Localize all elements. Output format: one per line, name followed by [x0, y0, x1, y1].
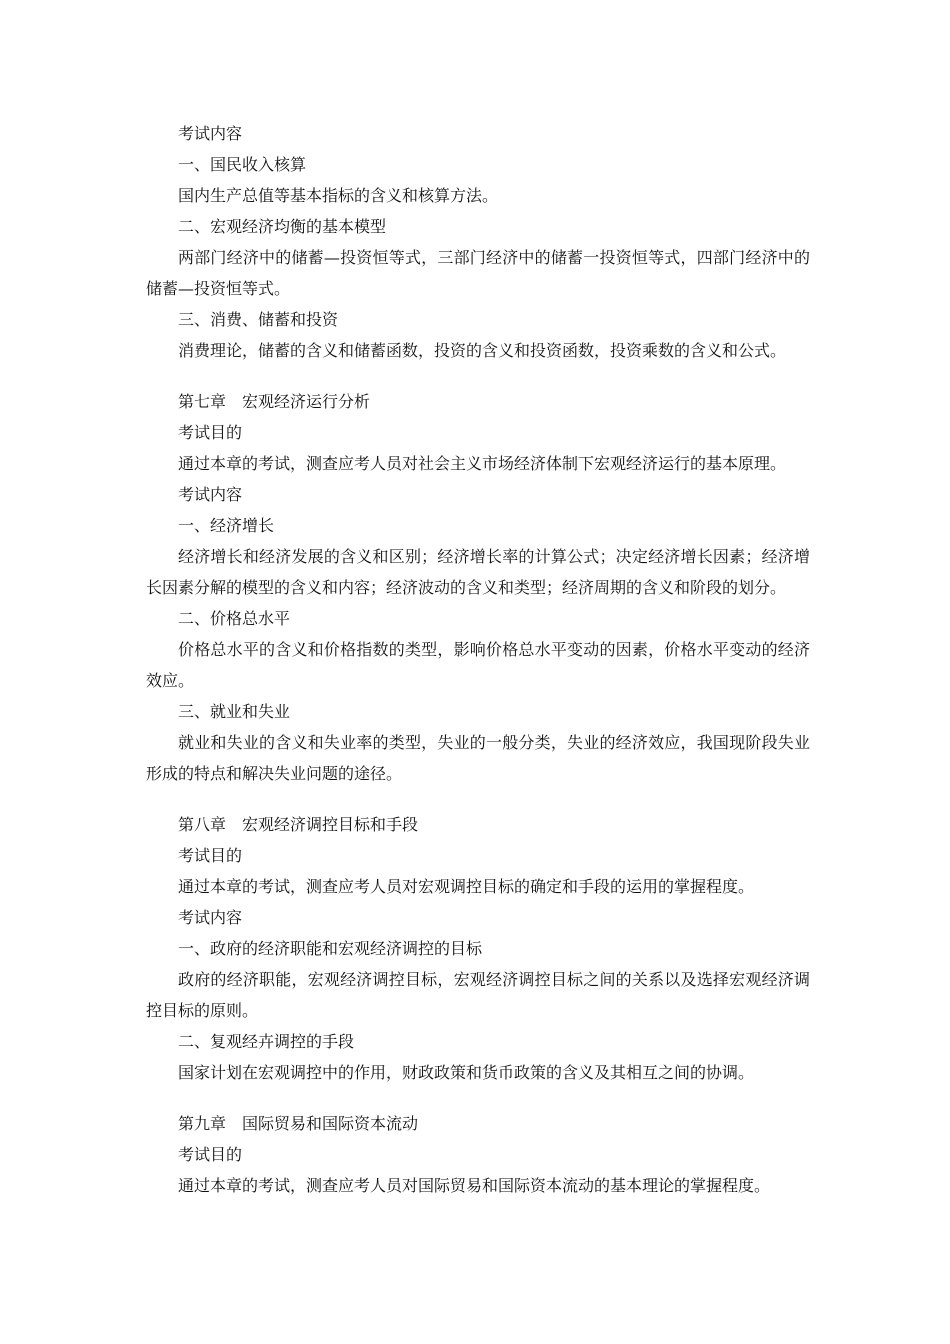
- heading-macro-equilibrium: 二、宏观经济均衡的基本模型: [178, 217, 387, 236]
- paragraph: 国内生产总值等基本指标的含义和核算方法。: [178, 186, 499, 205]
- heading-national-income: 一、国民收入核算: [178, 155, 307, 174]
- heading-exam-purpose: 考试目的: [178, 423, 243, 442]
- document-body: [146, 118, 810, 1201]
- heading-economic-growth: 一、经济增长: [178, 516, 275, 535]
- chapter-title: 第七章 宏观经济运行分析: [178, 392, 371, 411]
- paragraph: 经济增长和经济发展的含义和区别；经济增长率的计算公式；决定经济增长因素；经济增长因素分解的模型的含义和内容；经济波动的含义和类型；经济周期的含义和阶段的划分。: [146, 547, 810, 597]
- heading-employment: 三、就业和失业: [178, 702, 291, 721]
- paragraph: 就业和失业的含义和失业率的类型，失业的一般分类，失业的经济效应，我国现阶段失业形成的特点和解决失业问题的途径。: [146, 733, 810, 783]
- paragraph: 政府的经济职能，宏观经济调控目标，宏观经济调控目标之间的关系以及选择宏观经济调控目标的原则。: [146, 970, 810, 1020]
- section-ch9: [146, 1108, 810, 1201]
- paragraph: 通过本章的考试，测查应考人员对社会主义市场经济体制下宏观经济运行的基本原理。: [178, 454, 787, 473]
- chapter-title: 第九章 国际贸易和国际资本流动: [178, 1114, 419, 1133]
- paragraph: 价格总水平的含义和价格指数的类型，影响价格总水平变动的因素，价格水平变动的经济效应。: [146, 640, 810, 690]
- heading-macro-control-means: 二、复观经卉调控的手段: [178, 1032, 355, 1051]
- heading-exam-content: 考试内容: [178, 908, 243, 927]
- section-ch7: [146, 386, 810, 789]
- paragraph: 通过本章的考试，测查应考人员对宏观调控目标的确定和手段的运用的掌握程度。: [178, 877, 755, 896]
- paragraph: 国家计划在宏观调控中的作用，财政政策和货币政策的含义及其相互之间的协调。: [178, 1063, 755, 1082]
- section-ch8: [146, 809, 810, 1088]
- heading-price-level: 二、价格总水平: [178, 609, 291, 628]
- chapter-title: 第八章 宏观经济调控目标和手段: [178, 815, 419, 834]
- paragraph: 消费理论，储蓄的含义和储蓄函数，投资的含义和投资函数，投资乘数的含义和公式。: [178, 341, 787, 360]
- paragraph: 通过本章的考试，测查应考人员对国际贸易和国际资本流动的基本理论的掌握程度。: [178, 1176, 771, 1195]
- heading-exam-purpose: 考试目的: [178, 1145, 243, 1164]
- paragraph: 两部门经济中的储蓄—投资恒等式，三部门经济中的储蓄一投资恒等式，四部门经济中的储蓄—投资恒等式。: [146, 248, 810, 298]
- heading-government-functions: 一、政府的经济职能和宏观经济调控的目标: [178, 939, 483, 958]
- heading-exam-content: 考试内容: [178, 124, 243, 143]
- section-ch6-tail: [146, 118, 810, 366]
- heading-exam-purpose: 考试目的: [178, 846, 243, 865]
- heading-consumption-saving: 三、消费、储蓄和投资: [178, 310, 339, 329]
- heading-exam-content: 考试内容: [178, 485, 243, 504]
